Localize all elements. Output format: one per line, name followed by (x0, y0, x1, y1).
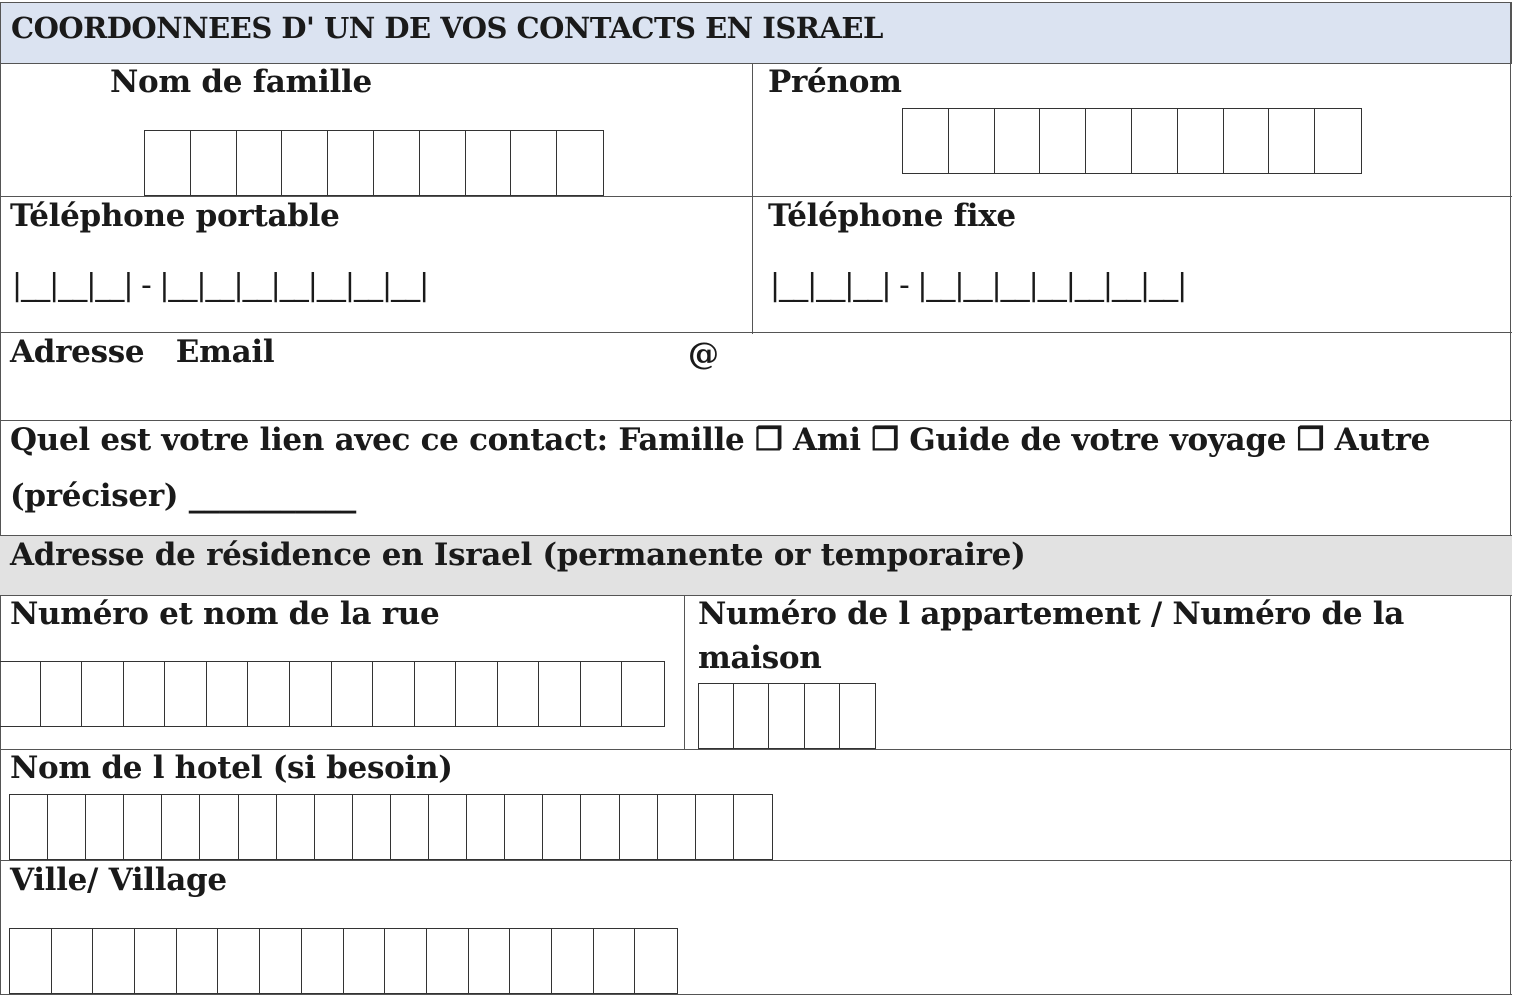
hotel-input-boxes[interactable] (9, 794, 773, 860)
option-famille-label: Famille (618, 422, 745, 458)
row-divider (0, 535, 1512, 536)
row-divider (0, 420, 1512, 421)
tel-portable-label: Téléphone portable (10, 198, 340, 234)
nom-input-boxes[interactable] (144, 130, 604, 196)
row-divider (0, 332, 1512, 333)
prenom-label: Prénom (768, 64, 902, 100)
appartement-input-boxes[interactable] (698, 683, 876, 749)
row-divider (0, 860, 1512, 861)
email-at-sign: @ (688, 336, 719, 372)
nom-label: Nom de famille (110, 64, 372, 100)
column-divider (684, 595, 685, 749)
residence-title: Adresse de résidence en Israel (permanente or temporaire) (10, 537, 1026, 573)
tel-fixe-label: Téléphone fixe (768, 198, 1016, 234)
option-guide-label: Guide de votre voyage (909, 422, 1287, 458)
hotel-label: Nom de l hotel (si besoin) (10, 750, 453, 786)
relation-question-line (10, 422, 1430, 458)
ami-checkbox[interactable]: ❒ (871, 422, 899, 458)
row-divider (0, 196, 1512, 197)
option-ami-label: Ami (792, 422, 861, 458)
rue-input-boxes[interactable] (0, 661, 665, 727)
section-title: COORDONNEES D' UN DE VOS CONTACTS EN ISRAEL (11, 11, 883, 45)
guide-checkbox[interactable]: ❒ (1296, 422, 1325, 458)
column-divider (752, 64, 753, 334)
rue-label: Numéro et nom de la rue (10, 596, 440, 632)
ville-label: Ville/ Village (10, 862, 227, 898)
ville-input-boxes[interactable] (9, 928, 678, 994)
form-border-right (1510, 2, 1511, 995)
appartement-label-line2: maison (698, 640, 822, 676)
option-autre-label: Autre (1334, 422, 1431, 458)
preciser-field[interactable]: (préciser) ___________ (10, 478, 356, 514)
famille-checkbox[interactable]: ❒ (754, 422, 783, 458)
tel-portable-field[interactable]: |__|__|__| - |__|__|__|__|__|__|__| (12, 268, 429, 303)
form-border-bottom (0, 994, 1512, 995)
appartement-label-line1: Numéro de l appartement / Numéro de la (698, 596, 1405, 632)
tel-fixe-field[interactable]: |__|__|__| - |__|__|__|__|__|__|__| (770, 268, 1187, 303)
relation-question: Quel est votre lien avec ce contact: (10, 422, 608, 458)
prenom-input-boxes[interactable] (902, 108, 1362, 174)
section-header (0, 2, 1512, 64)
form-border-left (0, 2, 1, 995)
email-label: Adresse Email (10, 334, 275, 370)
